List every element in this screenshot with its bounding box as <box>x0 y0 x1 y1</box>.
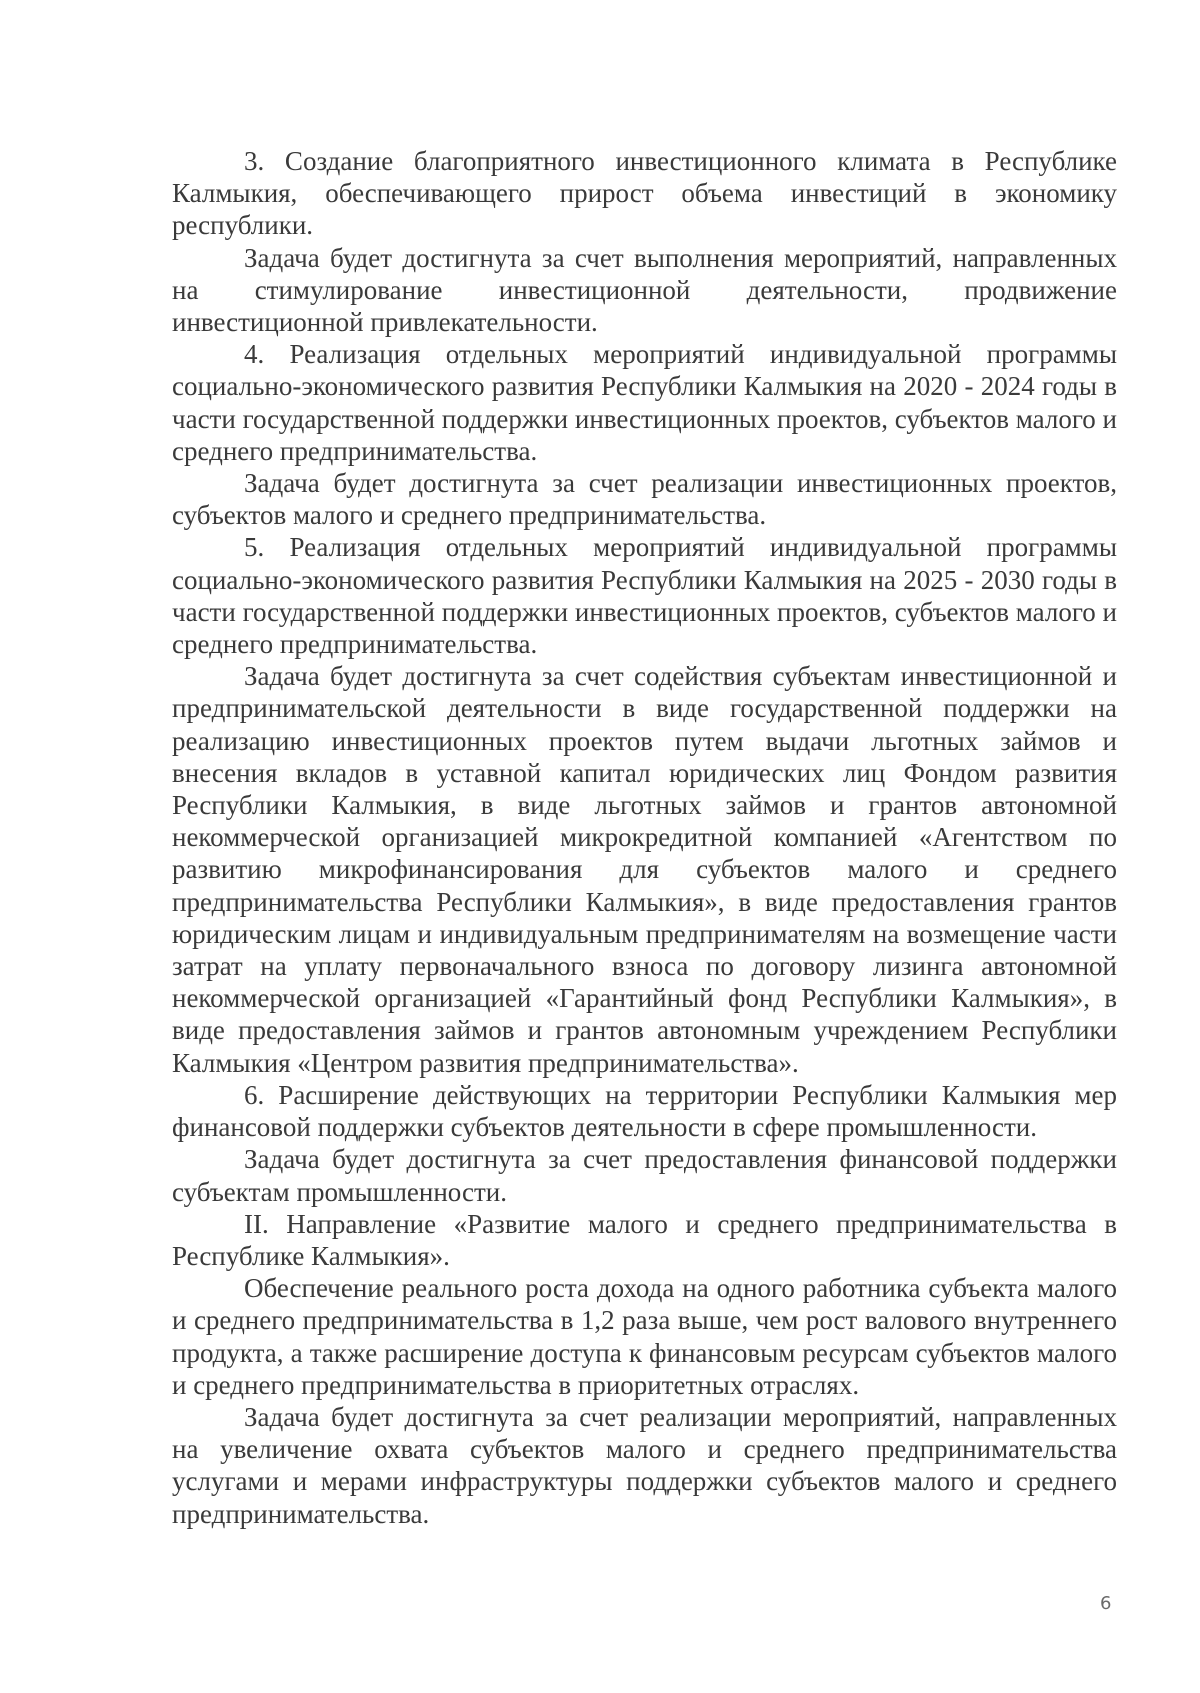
paragraph-item-5: 5. Реализация отдельных мероприятий индивидуальной программы социально-экономического развития Республики Калмыкия на 2025 - 2030 годы в части государственной поддержки инвестиционных проектов, субъектов малого и среднего предпринимательства. <box>172 532 1124 660</box>
paragraph-item-6: 6. Расширение действующих на территории Республики Калмыкия мер финансовой поддержки субъектов деятельности в сфере промышленности. <box>172 1079 1124 1143</box>
paragraph-task-4: Задача будет достигнута за счет реализации инвестиционных проектов, субъектов малого и среднего предпринимательства. <box>172 468 1124 531</box>
paragraph-task-3: Задача будет достигнута за счет выполнения мероприятий, направленных на стимулирование инвестиционной деятельности, продвижение инвестиционной привлекательности. <box>172 242 1124 338</box>
paragraph-item-3: 3. Создание благоприятного инвестиционного климата в Республике Калмыкия, обеспечивающего прирост объема инвестиций в экономику республики. <box>172 146 1124 241</box>
paragraph-goal: Обеспечение реального роста дохода на одного работника субъекта малого и среднего предпринимательства в 1,2 раза выше, чем рост валового внутреннего продукта, а также расширение доступа к финансовым ресурсам субъектов малого и среднего предпринимательства в приоритетных отраслях. <box>172 1273 1124 1400</box>
paragraph-task-6: Задача будет достигнута за счет предоставления финансовой поддержки субъектам промышленности. <box>172 1144 1124 1207</box>
paragraph-task-final: Задача будет достигнута за счет реализации мероприятий, направленных на увеличение охвата субъектов малого и среднего предпринимательства услугами и мерами инфраструктуры поддержки субъектов малого и среднего предпринимательства. <box>172 1401 1124 1529</box>
document-body <box>172 145 1124 1530</box>
paragraph-direction-2: II. Направление «Развитие малого и среднего предпринимательства в Республике Калмыкия». <box>172 1208 1124 1271</box>
paragraph-item-4: 4. Реализация отдельных мероприятий индивидуальной программы социально-экономического развития Республики Калмыкия на 2020 - 2024 годы в части государственной поддержки инвестиционных проектов, субъектов малого и среднего предпринимательства. <box>172 339 1124 466</box>
paragraph-task-5: Задача будет достигнута за счет содействия субъектам инвестиционной и предпринимательской деятельности в виде государственной поддержки на реализацию инвестиционных проектов путем выдачи льготных займов и внесения вкладов в уставной капитал юридических лиц Фондом развития Республики Калмыкия, в виде льготных займов и грантов автономной некоммерческой организацией микрокредитной компанией «Агентством по развитию микрофинансирования для субъектов малого и среднего предпринимательства Республики Калмыкия», в виде предоставления грантов юридическим лицам и индивидуальным предпринимателям на возмещение части затрат на уплату первоначального взноса по договору лизинга автономной некоммерческой организацией «Гарантийный фонд Республики Калмыкия», в виде предоставления займов и грантов автономным учреждением Республики Калмыкия «Центром развития предпринимательства». <box>172 661 1124 1078</box>
page-number: 6 <box>1100 1593 1112 1614</box>
